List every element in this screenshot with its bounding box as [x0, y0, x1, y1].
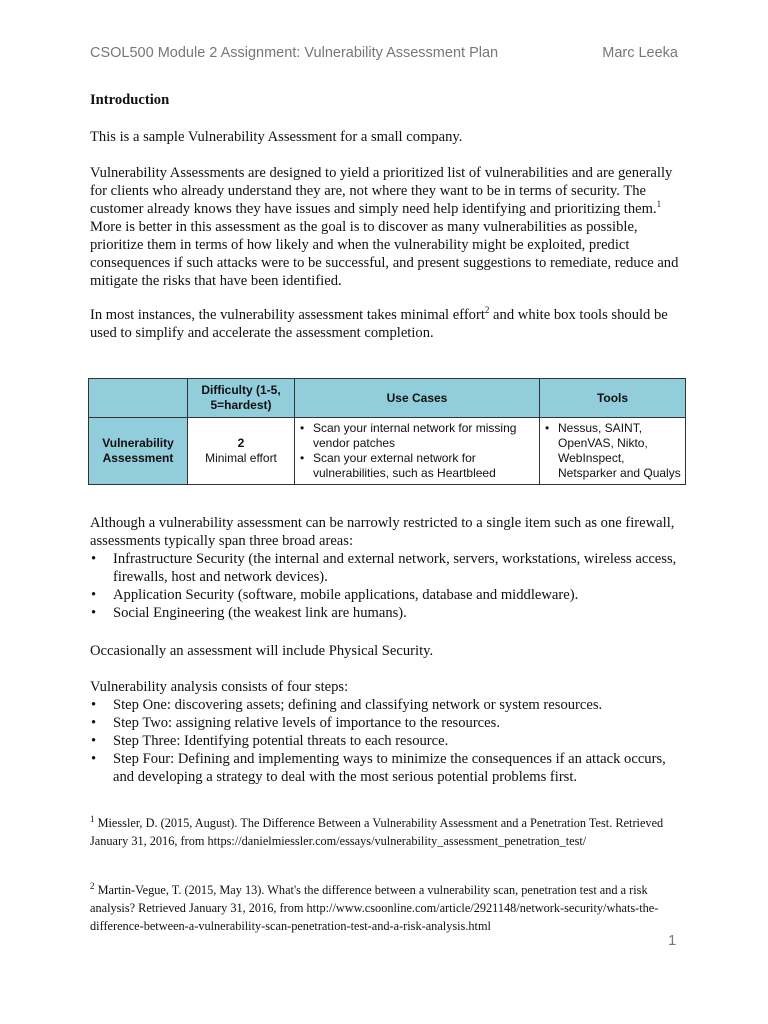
- page-number: 1: [668, 932, 677, 949]
- paragraph-text: Although a vulnerability assessment can be narrowly restricted to a single item such as one firewall, assessments typically span three broad areas:: [90, 515, 675, 549]
- paragraph-text: Vulnerability analysis consists of four steps:: [90, 679, 349, 695]
- description-paragraph: [90, 164, 682, 290]
- list-item: • Step One: discovering assets; defining and classifying network or system resources.: [90, 696, 682, 714]
- footnote-number: 2: [90, 880, 95, 891]
- footnote: [90, 881, 690, 935]
- list-item: • Step Two: assigning relative levels of importance to the resources.: [90, 714, 682, 732]
- paragraph-text: Vulnerability Assessments are designed to yield a prioritized list of vulnerabilities and are generally for clients who already understand they are, not where they want to be in terms of security. The customer already knows they have issues and simply need help identifying and prioritizing them.: [90, 165, 673, 217]
- difficulty-cell: [188, 418, 295, 485]
- effort-paragraph: [90, 306, 682, 342]
- section-heading: Introduction: [90, 92, 170, 108]
- table-row: [89, 418, 686, 485]
- list-item: • Step Four: Defining and implementing ways to minimize the consequences if an attack occurs, and developing a strategy to deal with the most serious potential problems first.: [90, 750, 682, 786]
- difficulty-note: Minimal effort: [205, 451, 277, 465]
- list-item: • Step Three: Identifying potential threats to each resource.: [90, 732, 682, 750]
- footnote: [90, 814, 690, 850]
- footnote-number: 1: [90, 813, 95, 824]
- list-item: • Application Security (software, mobile applications, database and middleware).: [90, 586, 682, 604]
- list-item: • Social Engineering (the weakest link are humans).: [90, 604, 682, 622]
- footnote-ref[interactable]: 2: [484, 305, 490, 316]
- footnote-text: Martin-Vegue, T. (2015, May 13). What's the difference between a vulnerability scan, penetration test and a risk analysis? Retrieved January 31, 2016, from http://www.csoonline.com/article/2921148/network-security/whats-the-difference-between-a-vulnerability-scan-penetration-test-and-a-risk-analysis.html: [90, 883, 659, 933]
- list-item: • Infrastructure Security (the internal and external network, servers, workstations, wireless access, firewalls, host and network devices).: [90, 550, 682, 586]
- difficulty-value: 2: [237, 436, 245, 450]
- areas-section: [90, 514, 682, 622]
- paragraph-text: Occasionally an assessment will include Physical Security.: [90, 643, 434, 659]
- paragraph-text: This is a sample Vulnerability Assessment for a small company.: [90, 129, 463, 145]
- table-header: Use Cases: [295, 379, 540, 418]
- header-title: CSOL500 Module 2 Assignment: Vulnerability Assessment Plan: [90, 45, 499, 61]
- table-header: [89, 379, 188, 418]
- paragraph-text: and white box tools should be used to simplify and accelerate the assessment completion.: [90, 307, 668, 341]
- assessment-table: [88, 378, 686, 485]
- use-cases-cell: [295, 418, 540, 485]
- steps-section: [90, 678, 682, 786]
- paragraph-text: More is better in this assessment as the goal is to discover as many vulnerabilities as possible, prioritize them in terms of how likely and when the vulnerability might be exploited, predict consequences if such attacks were to be successful, and present suggestions to remediate, reduce and mitigate the risks that have been identified.: [90, 219, 679, 289]
- table-header-row: [89, 379, 686, 418]
- paragraph-text: In most instances, the vulnerability assessment takes minimal effort: [90, 307, 485, 323]
- list-item: • Scan your external network for vulnerabilities, such as Heartbleed: [295, 451, 537, 481]
- intro-paragraph: [90, 128, 682, 146]
- footnote-ref[interactable]: 1: [656, 199, 662, 210]
- list-item: • Nessus, SAINT, OpenVAS, Nikto, WebInspect, Netsparker and Qualys: [540, 421, 683, 481]
- header-author: Marc Leeka: [602, 45, 678, 61]
- physical-paragraph: [90, 642, 682, 660]
- footnote-text: Miessler, D. (2015, August). The Difference Between a Vulnerability Assessment and a Penetration Test. Retrieved January 31, 2016, from https://danielmiessler.com/essays/vulnerability_assessment_penetration_test/: [90, 816, 664, 848]
- list-item: • Scan your internal network for missing vendor patches: [295, 421, 537, 451]
- row-label: Vulnerability Assessment: [89, 418, 188, 485]
- table-header: Tools: [540, 379, 686, 418]
- tools-cell: [540, 418, 686, 485]
- table-header: Difficulty (1-5, 5=hardest): [188, 379, 295, 418]
